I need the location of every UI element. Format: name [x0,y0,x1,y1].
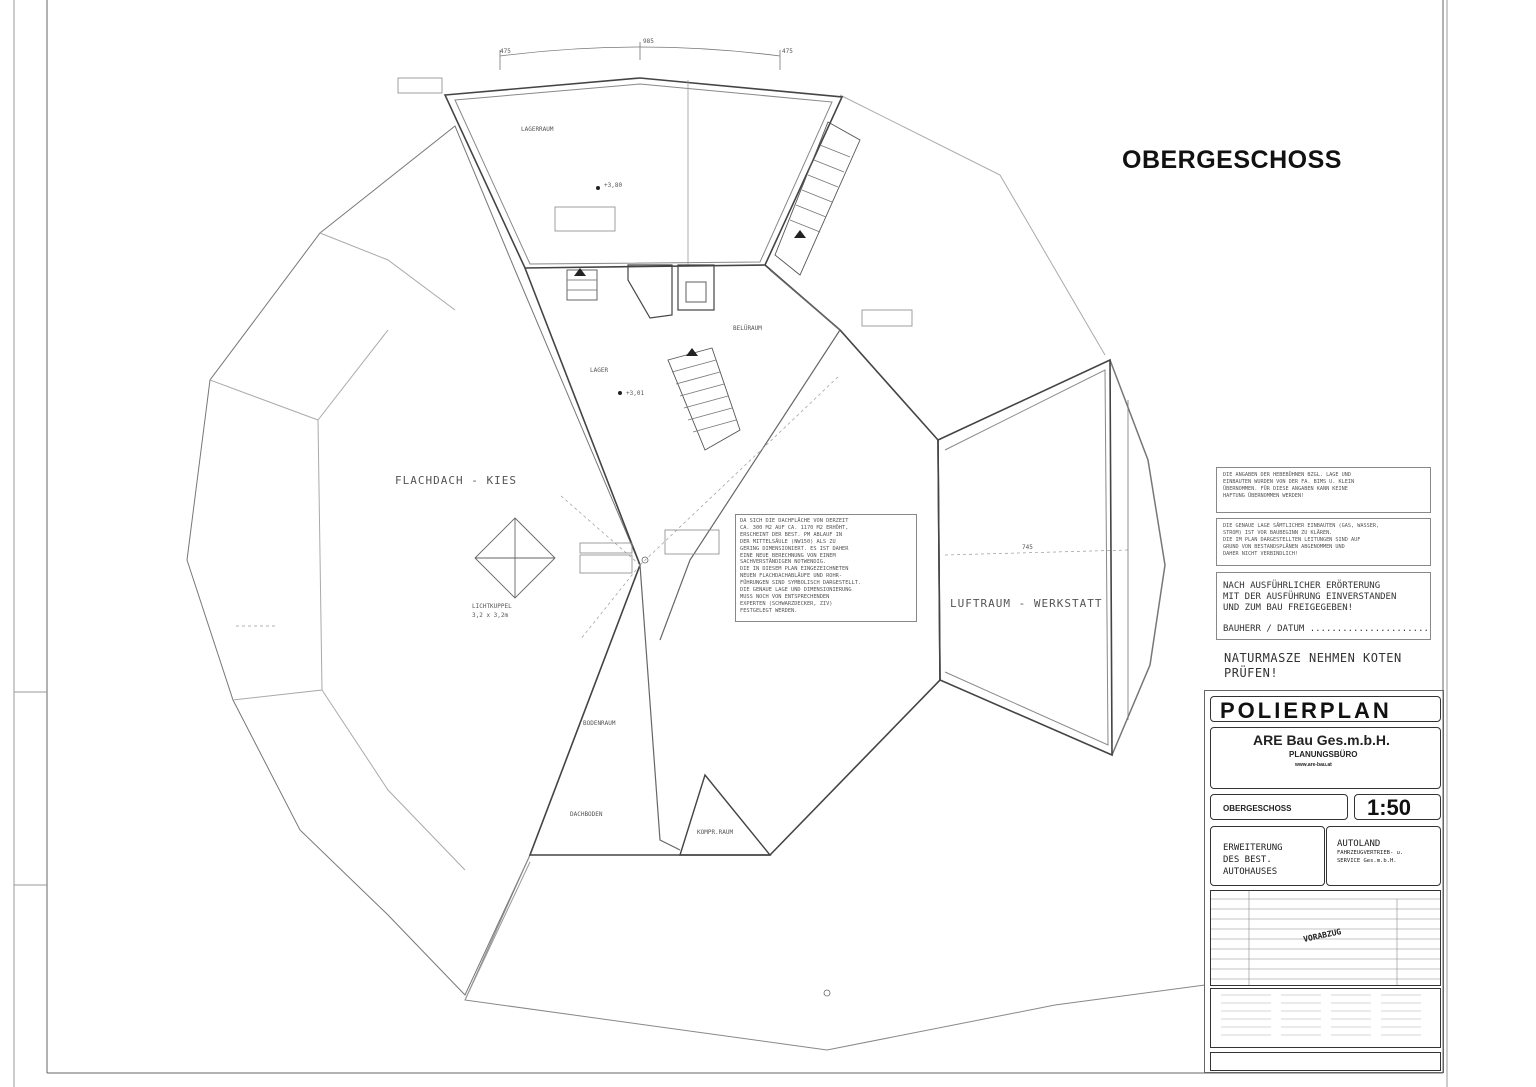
polierplan-label: POLIERPLAN [1220,698,1392,723]
project-line-3: AUTOHAUSES [1223,867,1278,877]
skylight-label: LICHTKUPPEL [472,603,512,610]
dim-top-right: 475 [782,48,793,55]
room-label-luftraum: LUFTRAUM - WERKSTATT [950,597,1103,610]
drainage-note [735,514,917,622]
approval-line-1: NACH AUSFÜHRLICHER ERÖRTERUNG [1223,581,1381,591]
dim-top-left: 475 [500,48,511,55]
level-mark-2: +3,01 [626,390,645,397]
client-box [1326,826,1441,886]
legend-lines [1211,989,1440,1047]
footer-strip [1210,1052,1441,1071]
revision-table [1210,890,1441,986]
note-utilities-text: DIE GENAUE LAGE SÄMTLICHER EINBAUTEN (GAS, WASSER, STROM) IST VOR BAUBEGINN ZU KLÄREN. DIE IM PLAN DARGESTELLTEN LEITUNGEN SIND AUF GRUND VON BESTANDSPLÄNEN ABGENOMMEN UND DAHER NICHT VERBINDLICH! [1223,523,1380,557]
sheet-title: OBERGESCHOSS [1122,146,1342,174]
level-mark-1: +3,80 [604,182,623,189]
plan-name-box [1210,794,1348,820]
project-line-2: DES BEST. [1223,855,1272,865]
plan-name: OBERGESCHOSS [1223,804,1292,813]
company-name: ARE Bau Ges.m.b.H. [1253,732,1390,748]
client-line-2: FAHRZEUGVERTRIEB- u. [1337,850,1404,856]
client-line-3: SERVICE Ges.m.b.H. [1337,858,1397,864]
note-lifts-text: DIE ANGABEN DER HEBEBÜHNEN BZGL. LAGE UND EINBAUTEN WURDEN VON DER FA. BIMS U. KLEIN ÜBERNOMMEN. FÜR DIESE ANGABEN KANN KEINE HAFTUNG ÜBERNOMMEN WERDEN! [1223,472,1355,499]
room-label-lagerraum: LAGERRAUM [521,126,554,133]
note-lifts [1216,467,1431,513]
project-box [1210,826,1325,886]
legend-block [1210,988,1441,1048]
scale-box [1354,794,1441,820]
approval-box [1216,572,1431,640]
naturmasze-note-2: PRÜFEN! [1224,666,1279,680]
approval-line-3: UND ZUM BAU FREIGEGEBEN! [1223,603,1354,613]
drainage-note-text: DA SICH DIE DACHFLÄCHE VON DERZEIT CA. 300 M2 AUF CA. 1170 M2 ERHÖHT, ERSCHEINT DER BEST. PM ABLAUF IN DER MITTELSÄULE (NW150) ALS ZU GERING DIMENSIONIERT. ES IST DAHER EINE NEUE BERECHNUNG VON EINEM SACHVERSTÄNDIGEN NOTWENDIG. DIE IN DIESEM PLAN EINGEZEICHNETEN NEUEN FLACHDACHABLÄUFE UND ROHR- FÜHRUNGEN SIND SYMBOLISCH DARGESTELLT. DIE GENAUE LAGE UND DIMENSIONIERUNG MUSS NOCH VON ENTSPRECHENDEN EXPERTEN (SCHWARZDECKER, ZIV) FESTGELEGT WERDEN. [740,518,862,614]
room-label-bodenraum: BODENRAUM [583,720,616,727]
room-label-dachboden: DACHBODEN [570,811,603,818]
note-utilities [1216,518,1431,566]
project-line-1: ERWEITERUNG [1223,843,1283,853]
vorabzug-stamp: VORABZUG [1302,927,1343,944]
room-label-lager: LAGER [590,367,609,374]
company-box [1210,727,1441,789]
dim-top-middle: 985 [643,38,654,45]
skylight-size: 3,2 x 3,2m [472,612,509,619]
company-web: www.are-bau.at [1295,762,1332,768]
approval-line-2: MIT DER AUSFÜHRUNG EINVERSTANDEN [1223,592,1397,602]
room-label-flachdach: FLACHDACH - KIES [395,474,517,487]
company-department: PLANUNGSBÜRO [1289,750,1358,759]
polierplan-box [1210,696,1441,722]
scale-value: 1:50 [1367,795,1412,820]
client-line-1: AUTOLAND [1337,839,1381,849]
bauherr-date-line: BAUHERR / DATUM ...................... [1223,624,1429,634]
naturmasze-note-1: NATURMASZE NEHMEN KOTEN [1224,651,1402,665]
dim-span: 745 [1022,544,1033,551]
room-label-beuraum: BELÜRAUM [733,325,762,332]
room-label-kompressor: KOMPR.RAUM [697,829,734,836]
